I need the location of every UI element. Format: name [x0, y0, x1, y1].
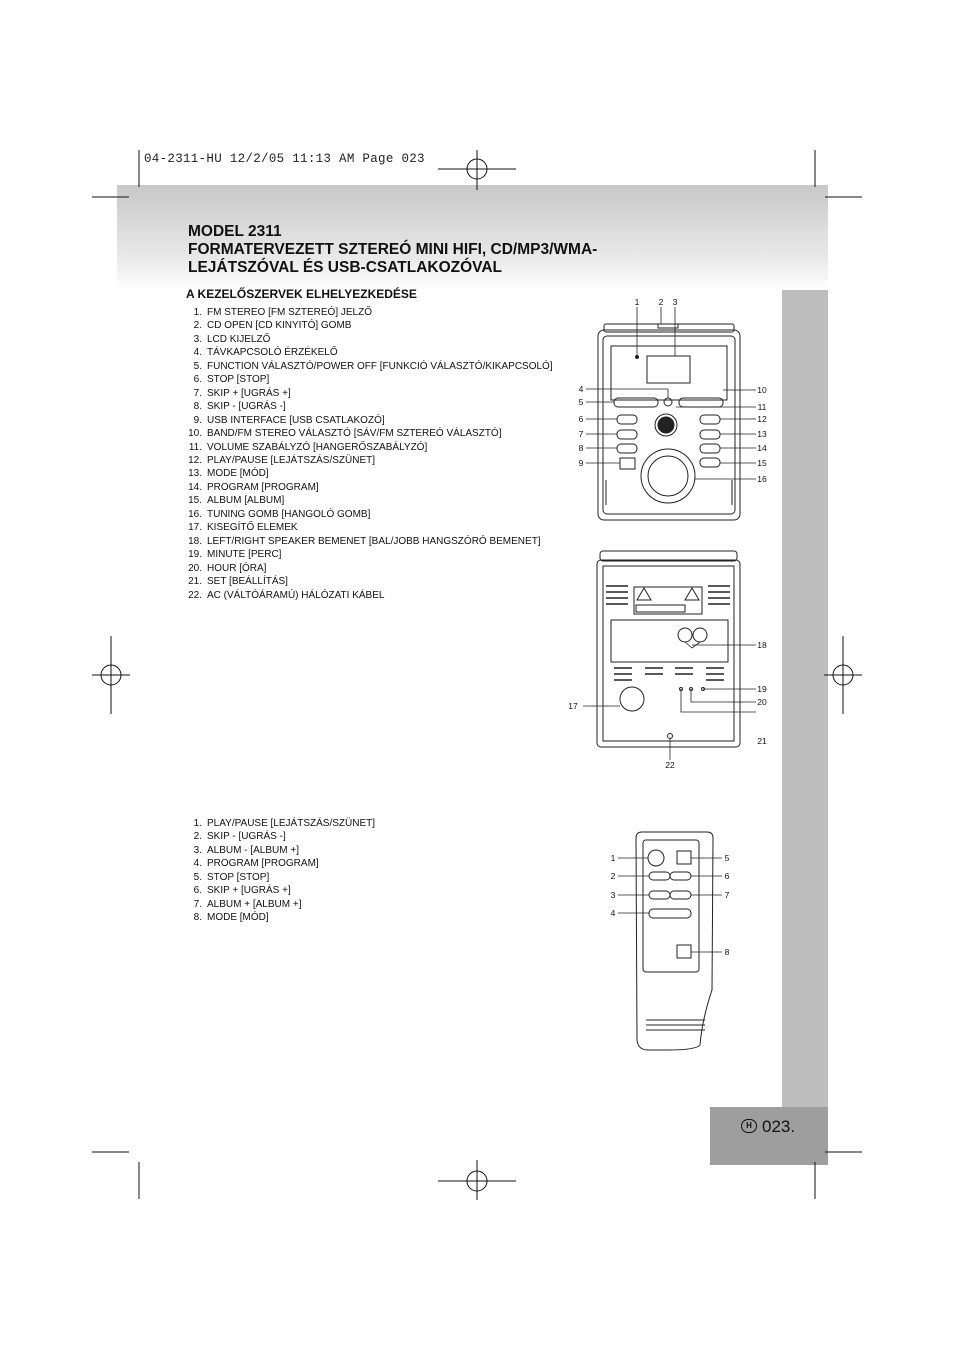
list-item-text: ALBUM [ALBUM]: [207, 495, 285, 507]
callout-label: 3: [672, 297, 678, 307]
list-item-text: ALBUM - [ALBUM +]: [207, 844, 299, 856]
list-item-text: TÁVKAPCSOLÓ ÉRZÉKELŐ: [207, 347, 338, 359]
list-item-text: FUNCTION VÁLASZTÓ/POWER OFF [FUNKCIÓ VÁLASZTÓ/KIKAPCSOLÓ]: [207, 360, 553, 372]
callout-label: 12: [757, 414, 767, 424]
list-item-text: USB INTERFACE [USB CSATLAKOZÓ]: [207, 414, 385, 426]
callout-label: 5: [578, 397, 584, 407]
callout-label: 9: [578, 458, 584, 468]
list-item-number: 18.: [188, 535, 202, 547]
list-item-number: 2.: [193, 831, 202, 843]
list-item-text: FM STEREO [FM SZTEREÓ] JELZŐ: [207, 307, 373, 318]
callout-label: 22: [665, 760, 675, 770]
list-item-number: 21.: [188, 576, 202, 588]
list-item-number: 20.: [188, 562, 202, 574]
callout-label: 6: [724, 871, 730, 881]
list-item-number: 13.: [188, 468, 202, 480]
list-item-text: SKIP + [UGRÁS +]: [207, 387, 291, 399]
callout-label: 17: [568, 701, 578, 711]
callout-label: 6: [578, 414, 584, 424]
list-item-number: 11.: [188, 441, 202, 453]
list-item-text: PROGRAM [PROGRAM]: [207, 858, 319, 870]
callout-label: 18: [757, 640, 767, 650]
list-item-text: AC (VÁLTÓÁRAMÚ) HÁLÓZATI KÁBEL: [207, 589, 385, 601]
list-item-number: 14.: [188, 481, 202, 493]
callout-label: 15: [757, 458, 767, 468]
callout-label: 4: [578, 384, 584, 394]
callout-label: 1: [610, 853, 616, 863]
list-item-number: 5.: [193, 871, 202, 883]
language-badge: H: [741, 1119, 757, 1133]
list-item-number: 16.: [188, 508, 202, 520]
list-item-number: 3.: [193, 844, 202, 856]
list-item-text: MODE [MÓD]: [207, 468, 269, 480]
section-heading: A KEZELŐSZERVEK ELHELYEZKEDÉSE: [186, 287, 417, 301]
list-item-text: SKIP - [UGRÁS -]: [207, 401, 286, 413]
print-slug: 04-2311-HU 12/2/05 11:13 AM Page 023: [144, 152, 425, 166]
list-item-text: STOP [STOP]: [207, 871, 270, 883]
callout-label: 13: [757, 429, 767, 439]
list-item-text: SKIP - [UGRÁS -]: [207, 831, 286, 843]
list-item-text: PLAY/PAUSE [LEJÁTSZÁS/SZÜNET]: [207, 818, 376, 829]
list-item-number: 3.: [193, 333, 202, 345]
list-item-number: 7.: [193, 898, 202, 910]
list-item-number: 1.: [193, 307, 202, 318]
callout-label: 4: [610, 908, 616, 918]
callout-label: 19: [757, 684, 767, 694]
list-item-number: 19.: [188, 549, 202, 561]
list-item-number: 17.: [188, 522, 202, 534]
list-item-number: 4.: [193, 858, 202, 870]
list-item-text: CD OPEN [CD KINYITÓ] GOMB: [207, 320, 352, 332]
list-item-number: 12.: [188, 454, 202, 466]
callout-label: 2: [610, 871, 616, 881]
list-item-number: 9.: [193, 414, 202, 426]
list-item-text: PROGRAM [PROGRAM]: [207, 481, 319, 493]
list-item-number: 22.: [188, 589, 202, 601]
callout-label: 11: [757, 402, 767, 412]
list-item-text: KISEGÍTŐ ELEMEK: [207, 522, 298, 534]
list-item-number: 6.: [193, 374, 202, 386]
list-item-text: MODE [MÓD]: [207, 912, 269, 924]
callout-label: 21: [757, 736, 767, 746]
callout-label: 7: [578, 429, 584, 439]
list-item-number: 6.: [193, 885, 202, 897]
list-item-number: 7.: [193, 387, 202, 399]
list-item-text: ALBUM + [ALBUM +]: [207, 898, 302, 910]
callout-label: 16: [757, 474, 767, 484]
list-item-number: 10.: [188, 428, 202, 440]
callout-label: 20: [757, 697, 767, 707]
page-number: 023.: [762, 1117, 796, 1136]
list-item-number: 5.: [193, 360, 202, 372]
callout-label: 1: [634, 297, 640, 307]
callout-label: 3: [610, 890, 616, 900]
callout-label: 10: [757, 385, 767, 395]
list-item-number: 4.: [193, 347, 202, 359]
list-item-text: PLAY/PAUSE [LEJÁTSZÁS/SZÜNET]: [207, 454, 376, 466]
callout-label: 7: [724, 890, 730, 900]
list-item-text: SET [BEÁLLÍTÁS]: [207, 576, 288, 588]
callout-label: 8: [724, 947, 730, 957]
list-item-number: 1.: [193, 818, 202, 829]
list-item-text: BAND/FM STEREO VÁLASZTÓ [SÁV/FM SZTEREÓ VÁLASZTÓ]: [207, 428, 502, 440]
list-item-text: TUNING GOMB [HANGOLÓ GOMB]: [207, 508, 371, 520]
callout-label: 14: [757, 443, 767, 453]
list-item-text: HOUR [ÓRA]: [207, 562, 267, 574]
callout-label: 8: [578, 443, 584, 453]
callout-label: 5: [724, 853, 730, 863]
document-title: FORMATERVEZETT SZTEREÓ MINI HIFI, CD/MP3/WMA- LEJÁTSZÓVAL ÉS USB-CSATLAKOZÓVAL: [188, 241, 598, 276]
list-item-number: 8.: [193, 401, 202, 413]
list-item-text: STOP [STOP]: [207, 374, 270, 386]
list-item-text: SKIP + [UGRÁS +]: [207, 885, 291, 897]
list-item-number: 8.: [193, 912, 202, 924]
list-item-text: LCD KIJELZŐ: [207, 333, 271, 345]
list-item-text: MINUTE [PERC]: [207, 549, 282, 561]
list-item-text: VOLUME SZABÁLYZÓ [HANGERŐSZABÁLYZÓ]: [207, 441, 428, 453]
list-item-number: 2.: [193, 320, 202, 332]
model-title: MODEL 2311: [188, 223, 282, 240]
list-item-number: 15.: [188, 495, 202, 507]
callout-label: 2: [658, 297, 664, 307]
list-item-text: LEFT/RIGHT SPEAKER BEMENET [BAL/JOBB HANGSZÓRÓ BEMENET]: [207, 535, 541, 547]
